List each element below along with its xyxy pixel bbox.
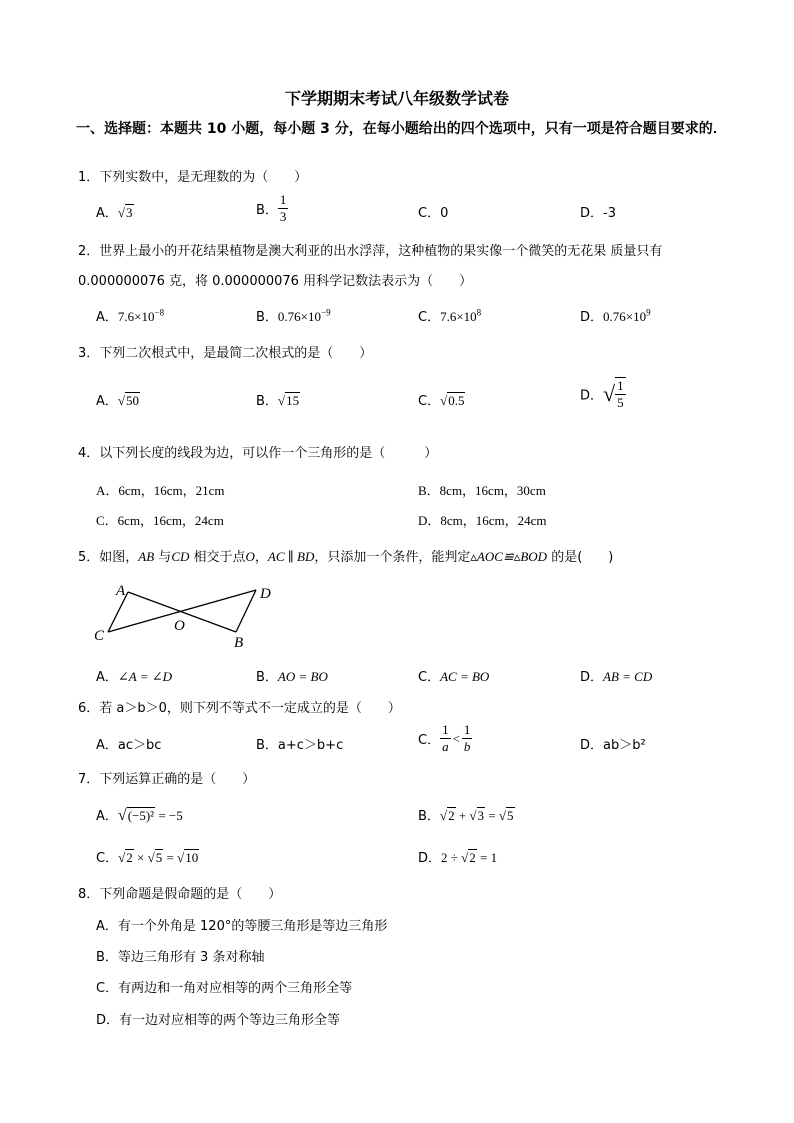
segment-db bbox=[236, 590, 256, 632]
section-header: 一、选择题：本题共 10 小题，每小题 3 分，在每小题给出的四个选项中，只有一项是符合题目要求的． bbox=[76, 121, 727, 137]
question-1-stem: 1．下列实数中，是无理数的为（ ） bbox=[78, 170, 308, 185]
question-2-option-c: C．$7.6\times 10^8$ bbox=[418, 307, 482, 325]
question-3-option-d: D．√ $\frac{1}{5}$ bbox=[580, 378, 624, 410]
label-b: B bbox=[234, 635, 244, 651]
question-2-option-d: D．$0.76\times 10^9$ bbox=[580, 307, 651, 325]
label-o: O bbox=[174, 618, 185, 634]
question-2-option-a: A．$7.6\times 10^{-8}$ bbox=[96, 307, 165, 325]
question-5-option-c: C．AC = BO bbox=[418, 669, 490, 685]
question-2-option-b: B．$0.76\times 10^{-9}$ bbox=[256, 307, 331, 325]
question-4-option-c: C．6cm，16cm，24cm bbox=[96, 513, 224, 528]
question-5-option-b: B．AO = BO bbox=[256, 669, 328, 685]
question-8-option-a: A．有一个外角是 120°的等腰三角形是等边三角形 bbox=[96, 919, 388, 934]
question-6-option-d: D．ab＞b² bbox=[580, 738, 646, 753]
question-4-option-a: A．6cm，16cm，21cm bbox=[96, 483, 225, 498]
question-2-stem-line-1: 2．世界上最小的开花结果植物是澳大利亚的出水浮萍，这种植物的果实像一个微笑的无花果 质量只有 bbox=[78, 244, 663, 259]
label-a: A bbox=[116, 583, 126, 599]
question-8-option-c: C．有两边和一角对应相等的两个三角形全等 bbox=[96, 981, 353, 996]
question-4-option-d: D．8cm，16cm，24cm bbox=[418, 513, 547, 528]
question-3-stem: 3．下列二次根式中，是最简二次根式的是（ ） bbox=[78, 346, 373, 361]
question-2-stem-line-2: 0.000000076 克，将 0.000000076 用科学记数法表示为（ ） bbox=[78, 274, 473, 289]
question-5-option-a: A．∠A = ∠D bbox=[96, 669, 173, 685]
question-7-option-c: C．√2 × √5 = √10 bbox=[96, 850, 199, 866]
page-title: 下学期期末考试八年级数学试卷 bbox=[284, 89, 509, 108]
question-5-figure bbox=[88, 578, 288, 654]
question-7-option-d: D．2 ÷ √2 = 1 bbox=[418, 850, 498, 866]
question-3-option-a: A．√50 bbox=[96, 393, 140, 409]
question-7-stem: 7．下列运算正确的是（ ） bbox=[78, 772, 256, 787]
question-1-option-a: A．√3 bbox=[96, 205, 133, 221]
question-6-option-b: B．a+c＞b+c bbox=[256, 738, 344, 753]
label-c: C bbox=[94, 628, 105, 644]
question-4-option-b: B．8cm，16cm，30cm bbox=[418, 483, 546, 498]
question-3-option-b: B．√15 bbox=[256, 393, 300, 409]
question-6-option-a: A．ac＞bc bbox=[96, 738, 162, 753]
question-5-option-d: D．AB = CD bbox=[580, 669, 653, 685]
question-3-option-c: C．√0.5 bbox=[418, 393, 465, 409]
question-1-option-d: D．-3 bbox=[580, 206, 616, 221]
question-4-stem: 4．以下列长度的线段为边，可以作一个三角形的是（ ） bbox=[78, 446, 438, 461]
question-1-option-c: C．0 bbox=[418, 206, 449, 221]
question-7-option-b: B．√2 + √3 = √5 bbox=[418, 808, 514, 824]
question-6-option-c: C． $\frac{1}{a}$ < $\frac{1}{b}$ bbox=[418, 722, 471, 754]
question-7-option-a: A．√(−5)² = −5 bbox=[96, 807, 183, 824]
question-1-option-b: B． $\frac{1}{3}$ bbox=[256, 192, 287, 224]
question-8-option-d: D．有一边对应相等的两个等边三角形全等 bbox=[96, 1013, 341, 1028]
question-8-stem: 8．下列命题是假命题的是（ ） bbox=[78, 887, 282, 902]
question-8-option-b: B．等边三角形有 3 条对称轴 bbox=[96, 950, 265, 965]
question-5-stem: 5．如图，AB 与CD 相交于点O，AC ∥ BD，只添加一个条件，能判定▵AOC≌▵BOD 的是( ) bbox=[78, 549, 614, 565]
label-d: D bbox=[260, 586, 271, 602]
question-6-stem: 6．若 a＞b＞0，则下列不等式不一定成立的是（ ） bbox=[78, 701, 401, 716]
